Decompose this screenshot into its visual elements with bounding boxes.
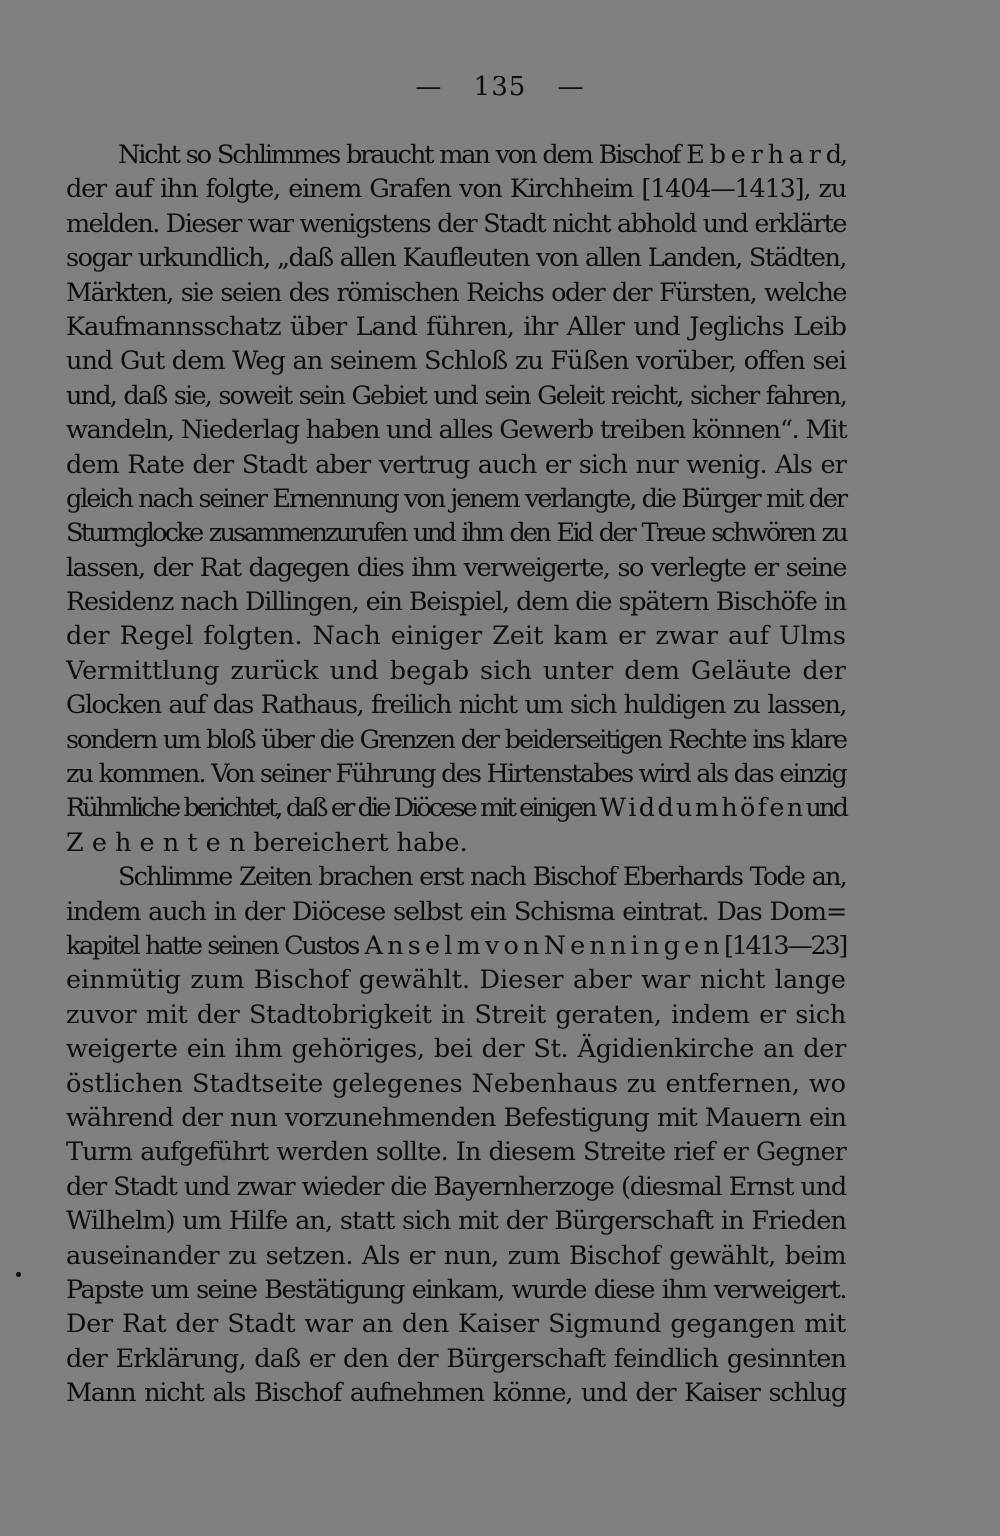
text-line: Sturmglocke zusammenzurufen und ihm den Eid der Treue schwören zu	[66, 518, 846, 549]
text-line: Rühmliche berichtet, daß er die Diöcese mit einigen W i d d u m h ö f e n und	[66, 793, 846, 824]
text-line: Märkten, sie seien des römischen Reichs oder der Fürsten, welche	[66, 277, 846, 308]
text-line: Vermittlung zurück und begab sich unter dem Geläute der	[66, 655, 846, 686]
margin-mark	[16, 1272, 21, 1277]
text-line: der Stadt und zwar wieder die Bayernherzoge (diesmal Ernst und	[66, 1171, 846, 1202]
text-line: Wilhelm) um Hilfe an, statt sich mit der Bürgerschaft in Frieden	[66, 1206, 846, 1237]
text-line: der auf ihn folgte, einem Grafen von Kirchheim [1404—1413], zu	[66, 174, 846, 205]
page-number-header	[0, 72, 1000, 102]
text-line: während der nun vorzunehmenden Befestigung mit Mauern ein	[66, 1102, 846, 1133]
text-line: zu kommen. Von seiner Führung des Hirtenstabes wird als das einzig	[66, 759, 846, 790]
body-text	[66, 138, 846, 1410]
text-line: und Gut dem Weg an seinem Schloß zu Füßen vorüber, offen sei	[66, 346, 846, 377]
text-line: Residenz nach Dillingen, ein Beispiel, dem die spätern Bischöfe in	[66, 587, 846, 618]
text-line: Nicht so Schlimmes braucht man von dem Bischof E b e r h a r d,	[118, 140, 846, 170]
text-line: Z e h e n t e n bereichert habe.	[66, 827, 468, 858]
page-number: 135	[473, 72, 527, 102]
text-line: der Erklärung, daß er den der Bürgerschaft feindlich gesinnten	[66, 1343, 846, 1374]
text-line: Kaufmannsschatz über Land führen, ihr Aller und Jeglichs Leib	[66, 311, 846, 342]
text-line: Turm aufgeführt werden sollte. In diesem Streite rief er Gegner	[66, 1137, 846, 1168]
text-line: gleich nach seiner Ernennung von jenem verlangte, die Bürger mit der	[66, 483, 846, 514]
header-dash-right: —	[557, 72, 585, 102]
text-line: sondern um bloß über die Grenzen der beiderseitigen Rechte ins klare	[66, 724, 846, 755]
text-line: kapitel hatte seinen Custos A n s e l m v o n N e n n i n g e n [1413—23]	[66, 930, 846, 961]
text-line: melden. Dieser war wenigstens der Stadt nicht abhold und erklärte	[66, 208, 846, 239]
text-line: Schlimme Zeiten brachen erst nach Bischof Eberhards Tode an,	[118, 862, 846, 893]
text-line: der Regel folgten. Nach einiger Zeit kam er zwar auf Ulms	[66, 621, 846, 652]
text-line: sogar urkundlich, „daß allen Kaufleuten von allen Landen, Städten,	[66, 243, 846, 274]
text-line: einmütig zum Bischof gewählt. Dieser aber war nicht lange	[66, 965, 846, 996]
text-line: lassen, der Rat dagegen dies ihm verweigerte, so verlegte er seine	[66, 552, 846, 583]
text-line: Der Rat der Stadt war an den Kaiser Sigmund gegangen mit	[66, 1309, 846, 1340]
text-line: zuvor mit der Stadtobrigkeit in Streit geraten, indem er sich	[66, 999, 846, 1030]
text-line: indem auch in der Diöcese selbst ein Schisma eintrat. Das Dom=	[66, 896, 846, 927]
text-line: wandeln, Niederlag haben und alles Gewerb treiben können“. Mit	[66, 415, 847, 446]
text-line: Glocken auf das Rathaus, freilich nicht um sich huldigen zu lassen,	[66, 690, 846, 721]
text-line: und, daß sie, soweit sein Gebiet und sein Geleit reicht, sicher fahren,	[66, 380, 846, 411]
text-line: weigerte ein ihm gehöriges, bei der St. Ägidienkirche an der	[66, 1034, 846, 1065]
text-line: dem Rate der Stadt aber vertrug auch er sich nur wenig. Als er	[66, 449, 846, 480]
header-dash-left: —	[415, 72, 443, 102]
text-line: Papste um seine Bestätigung einkam, wurde diese ihm verweigert.	[66, 1274, 846, 1305]
text-line: auseinander zu setzen. Als er nun, zum Bischof gewählt, beim	[66, 1240, 846, 1271]
text-line: Mann nicht als Bischof aufnehmen könne, und der Kaiser schlug	[66, 1378, 846, 1409]
text-line: östlichen Stadtseite gelegenes Nebenhaus zu entfernen, wo	[66, 1068, 846, 1099]
